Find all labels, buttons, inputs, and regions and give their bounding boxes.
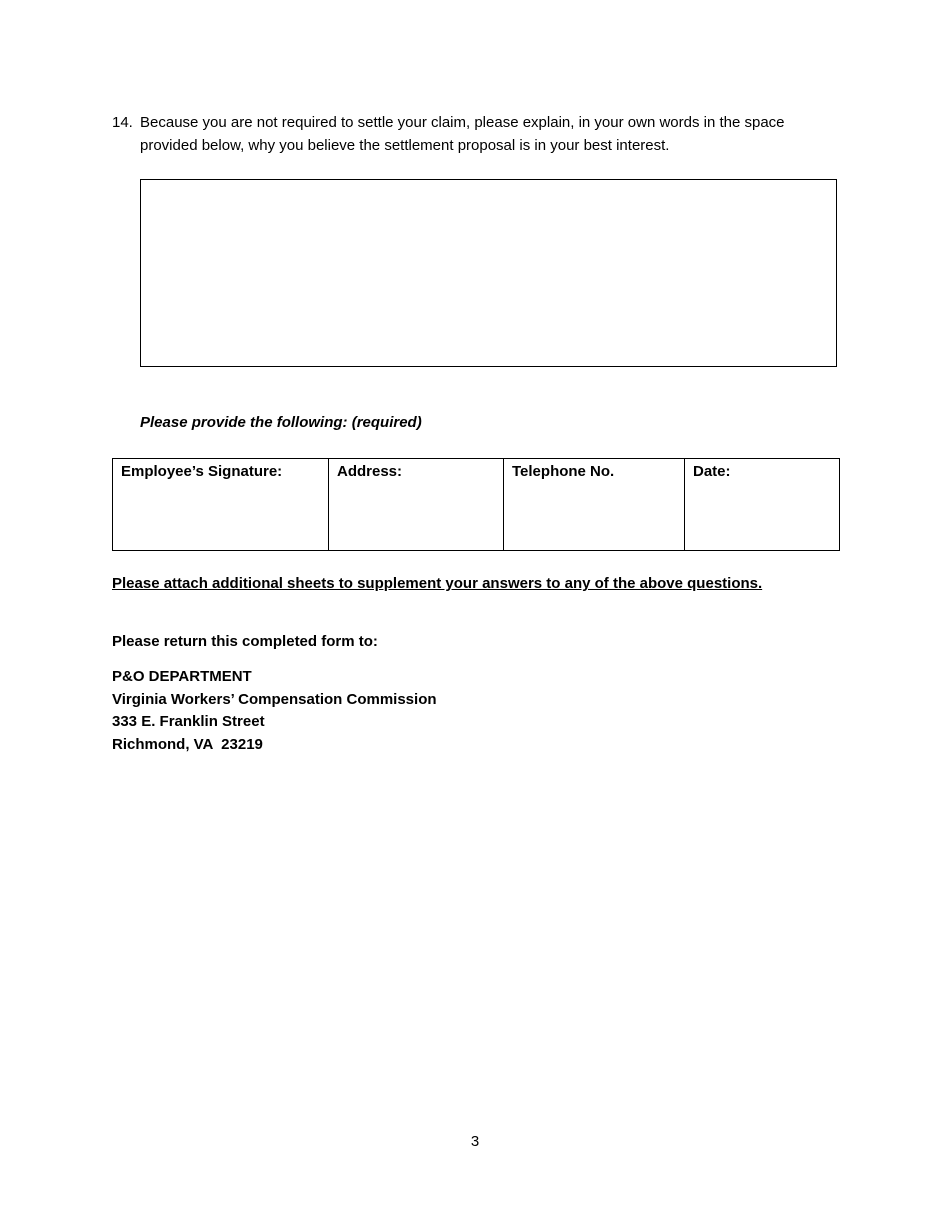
telephone-label: Telephone No. (512, 463, 615, 480)
attach-sheets-note: Please attach additional sheets to supplement your answers to any of the above questions. (112, 575, 763, 592)
question-14 (112, 112, 832, 157)
employee-signature-label: Employee’s Signature: (121, 463, 283, 480)
signature-table (112, 458, 840, 551)
address-street: 333 E. Franklin Street (112, 713, 265, 730)
mailing-address (112, 666, 437, 756)
explanation-answer-box[interactable] (140, 179, 837, 367)
address-organization: Virginia Workers’ Compensation Commission (112, 690, 437, 708)
date-field[interactable] (685, 459, 840, 551)
address-city-state-zip: Richmond, VA 23219 (112, 735, 263, 753)
question-number: 14. (112, 114, 133, 131)
date-label: Date: (693, 463, 731, 480)
telephone-field[interactable] (504, 459, 685, 551)
return-form-label: Please return this completed form to: (112, 633, 378, 650)
provide-following-label: Please provide the following: (required) (140, 414, 422, 431)
address-department: P&O DEPARTMENT (112, 668, 252, 685)
question-text: Because you are not required to settle your claim, please explain, in your own words in the space provided below, why you believe the settlement proposal is in your best interest. (140, 114, 785, 154)
address-label: Address: (337, 463, 403, 480)
employee-signature-field[interactable] (113, 459, 329, 551)
page-number: 3 (470, 1133, 480, 1150)
address-field[interactable] (329, 459, 504, 551)
